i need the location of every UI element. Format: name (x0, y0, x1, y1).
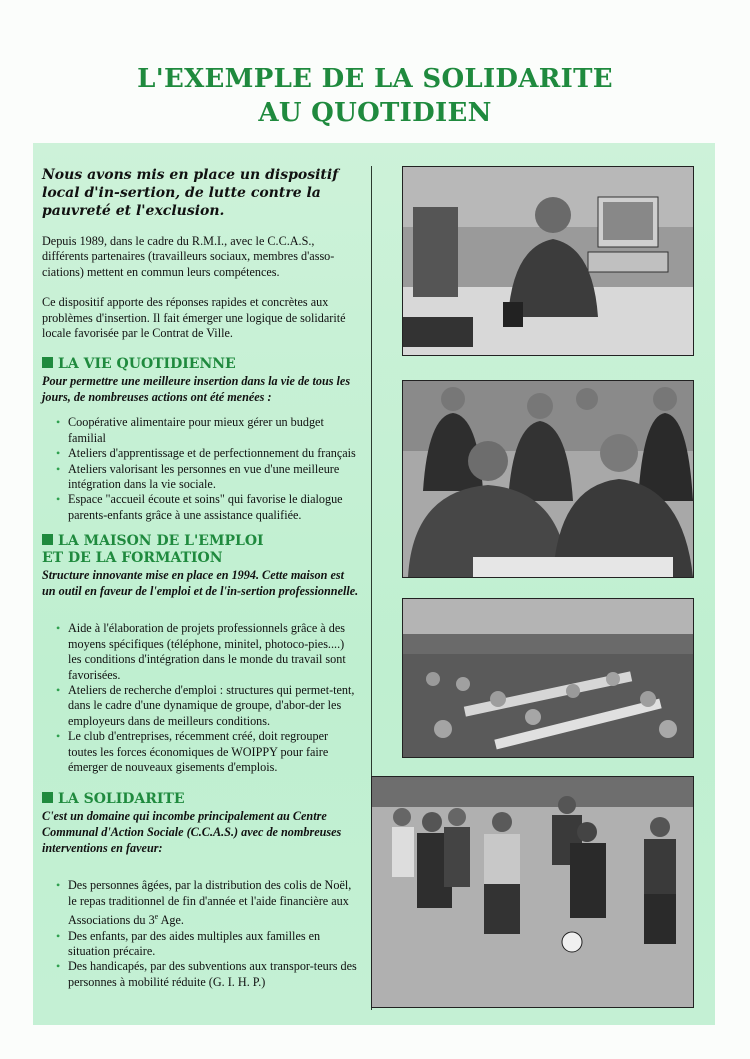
bullet-dot-icon: • (56, 729, 61, 744)
list-item: • Ateliers valorisant les personnes en vue d'une meilleure intégration dans la vie sociale. (56, 461, 340, 492)
title-line-2: AU QUOTIDIEN (258, 98, 492, 128)
page-title (0, 62, 750, 130)
green-square-icon (42, 534, 53, 545)
bullet-dot-icon: • (56, 928, 61, 943)
photo-signing-ceremony (402, 380, 694, 578)
section-heading-vie-quotidienne: LA VIE QUOTIDIENNE (42, 356, 360, 373)
paragraph-2: Ce dispositif apporte des réponses rapides et concrètes aux problèmes d'insertion. Il fait émerger une logique de solidarité locale favorisée par le Contrat de Ville. (42, 295, 346, 341)
bullet-dot-icon: • (56, 415, 61, 430)
green-square-icon (42, 357, 53, 368)
list-item: • Ateliers de recherche d'emploi : structures qui permet-tent, dans le cadre d'une dynamique de groupe, d'abor-der les employeurs dans de meilleurs conditions. (56, 682, 355, 728)
section-lead: C'est un domaine qui incombe principalement au Centre Communal d'Action Sociale (C.C.A.S.) avec de nombreuses interventions en faveur: (42, 809, 342, 856)
section-lead: Structure innovante mise en place en 1994. Cette maison est un outil en faveur de l'emploi et de l'in-sertion professionnelle. (42, 568, 359, 599)
bullet-dot-icon: • (56, 461, 61, 476)
bullet-dot-icon: • (56, 682, 61, 697)
section-lead: Pour permettre une meilleure insertion dans la vie de tous les jours, de nombreuses actions ont été menées : (42, 374, 351, 405)
bullet-dot-icon: • (56, 878, 61, 893)
list-item: • Des enfants, par des aides multiples aux familles en situation précaire. (56, 928, 321, 959)
photo-banquet-hall (402, 598, 694, 758)
section-heading-solidarite: LA SOLIDARITE (42, 791, 360, 808)
bullet-dot-icon: • (56, 446, 61, 461)
bullet-list (42, 878, 360, 990)
intro-text: Nous avons mis en place un dispositif local d'in-sertion, de lutte contre la pauvreté et l'exclusion. (42, 167, 339, 219)
list-item: • Espace "accueil écoute et soins" qui favorise le dialogue parents-enfants grâce à une assistance qualifiée. (56, 492, 343, 522)
photo-children-football (371, 776, 694, 1008)
list-item: • Des personnes âgées, par la distribution des colis de Noël, le repas traditionnel de fin d'année et l'aide financière aux Associations du 3e Age. (56, 878, 352, 928)
bullet-list (42, 621, 360, 775)
bullet-dot-icon: • (56, 621, 61, 636)
bullet-list (42, 415, 360, 523)
title-line-1: L'EXEMPLE DE LA SOLIDARITE (137, 64, 613, 94)
list-item: • Aide à l'élaboration de projets professionnels grâce à des moyens spécifiques (téléphone, minitel, photoco-pies....) les conditions d'intégration dans le monde du travail sont favorisées. (56, 621, 346, 682)
bullet-dot-icon: • (56, 959, 61, 974)
text-column (42, 166, 360, 998)
green-square-icon (42, 792, 53, 803)
list-item: • Des handicapés, par des subventions aux transpor-teurs des personnes à mobilité réduite (G. I. H. P.) (56, 959, 357, 989)
list-item: • Ateliers d'apprentissage et de perfectionnement du français (56, 446, 356, 461)
paragraph-1: Depuis 1989, dans le cadre du R.M.I., avec le C.C.A.S., différents partenaires (travailleurs sociaux, membres d'asso-ciations) mettent en commun leurs compétences. (42, 234, 335, 279)
bullet-dot-icon: • (56, 492, 61, 507)
photo-office-worker (402, 166, 694, 356)
section-heading-maison-emploi: LA MAISON DE L'EMPLOI ET DE LA FORMATION (42, 533, 264, 567)
list-item: • Le club d'entreprises, récemment créé, doit regrouper toutes les forces économiques de WOIPPY pour faire émerger de nouveaux gisements d'emplois. (56, 729, 329, 774)
list-item: • Coopérative alimentaire pour mieux gérer un budget familial (56, 415, 324, 445)
